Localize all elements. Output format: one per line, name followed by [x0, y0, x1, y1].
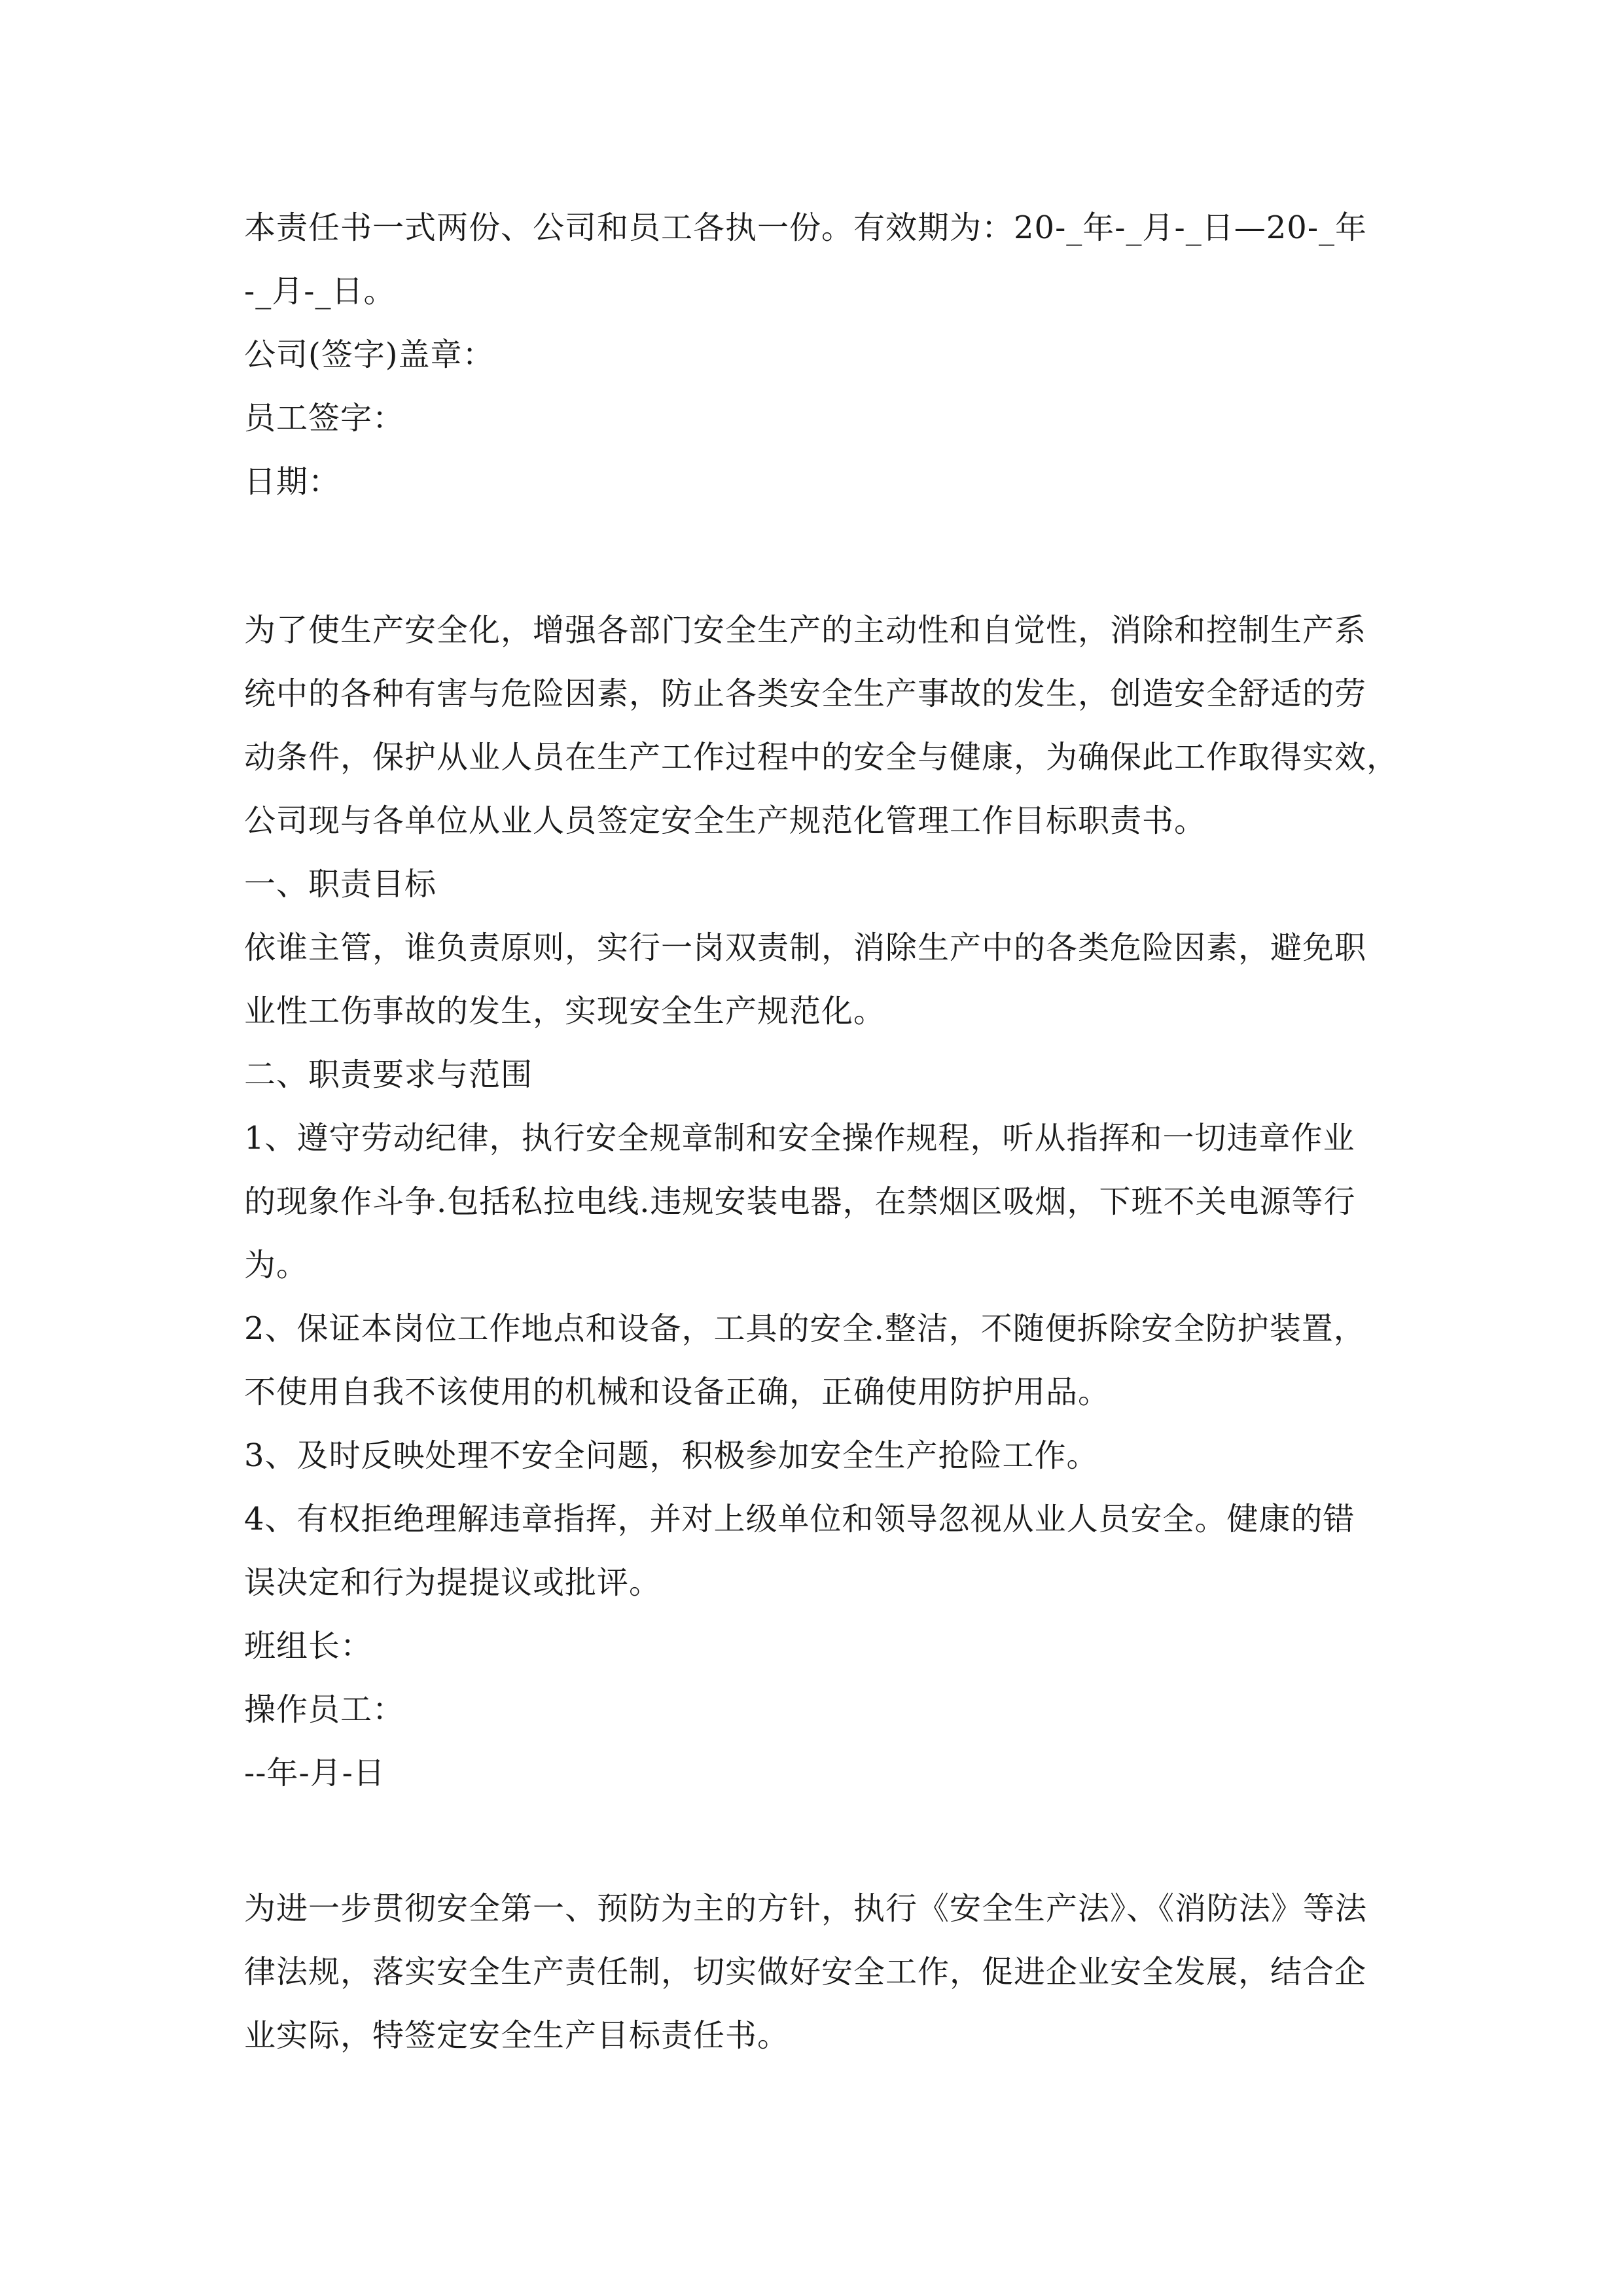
- document-page: [244, 196, 1399, 2068]
- text-line: 本责任书一式两份、公司和员工各执一份。有效期为：20-_年-_月-_日—20-_年: [244, 209, 1368, 246]
- text-line: 为进一步贯彻安全第一、预防为主的方针，执行《安全生产法》、《消防法》等法: [244, 1890, 1368, 1927]
- requirement-item-4: [244, 1488, 1383, 1615]
- team-leader-label: 班组长：: [244, 1628, 373, 1664]
- text-line: 依谁主管，谁负责原则，实行一岗双责制，消除生产中的各类危险因素，避免职: [244, 929, 1367, 966]
- text-line: 业性工伤事故的发生，实现安全生产规范化。: [244, 993, 886, 1030]
- section-validity: [244, 196, 1383, 514]
- date-line: --年-月-日: [244, 1755, 385, 1791]
- text-line: 误决定和行为提提议或批评。: [244, 1564, 662, 1601]
- goals-paragraph: [244, 916, 1383, 1043]
- requirement-item-2: [244, 1297, 1383, 1424]
- text-line: 业实际，特签定安全生产目标责任书。: [244, 2017, 790, 2054]
- text-line: 不使用自我不该使用的机械和设备正确，正确使用防护用品。: [244, 1374, 1111, 1410]
- date-label: 日期：: [244, 463, 341, 500]
- section-responsibility: [244, 599, 1399, 1805]
- text-line: 4、有权拒绝理解违章指挥，并对上级单位和领导忽视从业人员安全。健康的错: [244, 1501, 1355, 1537]
- requirement-item-1: [244, 1107, 1383, 1297]
- company-sign-label: 公司(签字)盖章：: [244, 336, 495, 373]
- text-line: 公司现与各单位从业人员签定安全生产规范化管理工作目标职责书。: [244, 802, 1207, 839]
- text-line: 动条件，保护从业人员在生产工作过程中的安全与健康，为确保此工作取得实效，: [244, 739, 1399, 776]
- intro-paragraph: [244, 599, 1399, 853]
- text-line: 的现象作斗争.包括私拉电线.违规安装电器，在禁烟区吸烟，下班不关电源等行: [244, 1183, 1356, 1220]
- text-line: 3、及时反映处理不安全问题，积极参加安全生产抢险工作。: [244, 1437, 1099, 1474]
- requirement-item-3: [244, 1424, 1383, 1488]
- employee-sign-label: 员工签字：: [244, 400, 405, 437]
- validity-paragraph: [244, 196, 1383, 323]
- text-line: 为。: [244, 1247, 309, 1283]
- heading-goals: 一、职责目标: [244, 866, 437, 903]
- target-intro-paragraph: [244, 1877, 1383, 2068]
- section-target: [244, 1877, 1383, 2068]
- text-line: -_月-_日。: [244, 273, 396, 310]
- text-line: 律法规，落实安全生产责任制，切实做好安全工作，促进企业安全发展，结合企: [244, 1954, 1367, 1990]
- text-line: 2、保证本岗位工作地点和设备，工具的安全.整洁，不随便拆除安全防护装置，: [244, 1310, 1366, 1347]
- text-line: 统中的各种有害与危险因素，防止各类安全生产事故的发生，创造安全舒适的劳: [244, 675, 1367, 712]
- text-line: 1、遵守劳动纪律，执行安全规章制和安全操作规程，听从指挥和一切违章作业: [244, 1120, 1355, 1157]
- operator-label: 操作员工：: [244, 1691, 405, 1728]
- heading-requirements: 二、职责要求与范围: [244, 1056, 533, 1093]
- text-line: 为了使生产安全化，增强各部门安全生产的主动性和自觉性，消除和控制生产系: [244, 612, 1367, 649]
